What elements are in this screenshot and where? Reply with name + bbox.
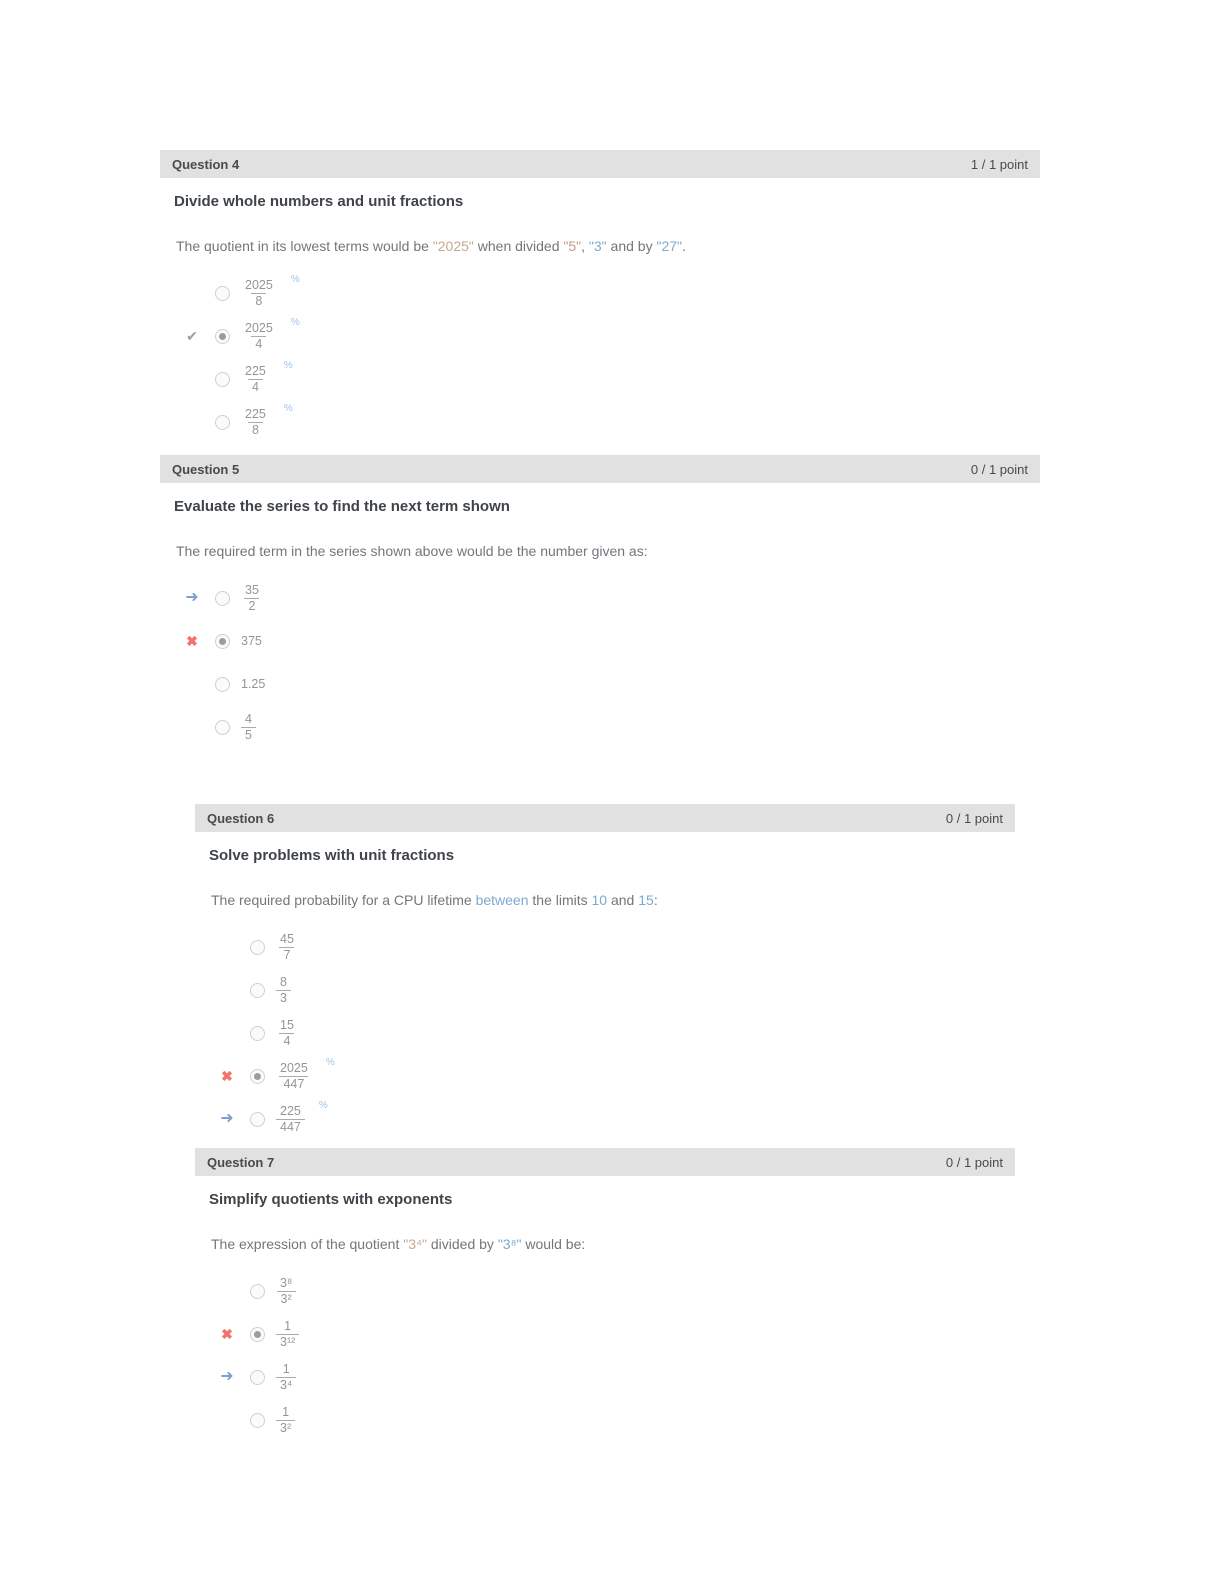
radio-button[interactable] [250,1069,265,1084]
fraction-numerator: 225 [245,363,266,378]
fraction-denominator: 5 [241,727,256,743]
fraction-numerator: 2025 [280,1060,308,1075]
prompt-segment: "2025" [432,238,474,254]
answer-option[interactable] [215,405,1040,439]
answer-option[interactable] [215,276,1040,310]
fraction-denominator: 8 [248,422,263,438]
fraction-denominator: 8 [251,293,266,309]
prompt-segment: "3⁴" [403,1236,427,1252]
question-title: Evaluate the series to find the next term shown [174,498,510,515]
answer-option[interactable] [185,581,1040,615]
prompt-segment: and by [606,238,657,254]
prompt-segment: "3" [588,238,607,254]
answer-unit-label: % [290,317,300,328]
fraction-numerator: 2025 [245,320,273,335]
prompt-segment: The required term in the series shown above would be the number given as: [176,543,648,559]
fraction-denominator: 3² [276,1420,295,1436]
answer-unit-label: % [283,403,293,414]
question-header [195,1148,1015,1176]
prompt-segment: The expression of the quotient [211,1236,404,1252]
answer-option[interactable] [250,973,1015,1007]
answer-option[interactable] [220,1360,1015,1394]
fraction-numerator: 1 [282,1404,290,1419]
fraction-numerator: 225 [280,1103,301,1118]
question-prompt [211,890,1015,910]
prompt-segment: between [475,892,529,908]
radio-button[interactable] [250,1413,265,1428]
fraction-answer [241,407,270,438]
correct-answer-arrow-icon: ➜ [185,589,199,606]
fraction-answer [241,712,256,743]
fraction-answer [276,1061,312,1092]
prompt-segment: when divided [473,238,564,254]
fraction-denominator: 3⁴ [276,1377,296,1393]
radio-button[interactable] [215,634,230,649]
answer-option[interactable] [250,930,1015,964]
question-number: Question 7 [207,1154,275,1170]
radio-button[interactable] [250,1112,265,1127]
fraction-denominator: 447 [279,1076,308,1092]
question-points: 0 / 1 point [970,461,1028,477]
fraction-answer [241,364,270,395]
options-list [220,1274,1015,1437]
fraction-denominator: 3¹² [276,1334,299,1350]
fraction-answer [241,278,277,309]
answer-option[interactable] [250,1403,1015,1437]
fraction-answer [241,583,263,614]
fraction-answer [276,1018,298,1049]
question-card [195,1148,1015,1437]
answer-option[interactable] [215,710,1040,744]
fraction-answer [276,1104,305,1135]
correct-answer-arrow-icon: ➜ [220,1368,234,1385]
radio-button[interactable] [250,1327,265,1342]
radio-button[interactable] [215,591,230,606]
options-list [185,581,1040,744]
question-number: Question 4 [172,156,240,172]
incorrect-answer-x-icon: ✖ [221,1326,233,1342]
prompt-segment: and [607,892,639,908]
fraction-denominator: 447 [276,1119,305,1135]
question-card [160,150,1040,439]
prompt-segment: "3⁸" [497,1236,522,1252]
fraction-denominator: 7 [279,947,294,963]
answer-option[interactable] [215,667,1040,701]
prompt-segment: the limits [528,892,592,908]
radio-button[interactable] [250,940,265,955]
fraction-denominator: 3² [277,1291,296,1307]
text-answer: 1.25 [241,677,266,691]
prompt-segment: : [653,892,658,908]
prompt-segment: , [581,238,589,254]
fraction-denominator: 4 [251,336,266,352]
answer-option[interactable] [186,317,1040,353]
question-card [160,455,1040,744]
options-list [186,274,1040,439]
answer-option[interactable] [215,362,1040,396]
fraction-answer [276,1362,296,1393]
radio-button[interactable] [215,415,230,430]
question-title: Simplify quotients with exponents [209,1191,453,1208]
question-card [195,804,1015,1136]
question-card-list [0,150,1224,1437]
fraction-numerator: 1 [282,1361,290,1376]
fraction-numerator: 2025 [245,277,273,292]
answer-option[interactable] [186,624,1040,658]
prompt-segment: divided by [426,1236,498,1252]
fraction-numerator: 1 [284,1318,292,1333]
fraction-numerator: 35 [245,582,259,597]
fraction-denominator: 4 [279,1033,294,1049]
fraction-denominator: 4 [248,379,263,395]
radio-button[interactable] [215,286,230,301]
fraction-answer [241,321,277,352]
answer-option[interactable] [250,1274,1015,1308]
prompt-segment: "27" [656,238,682,254]
fraction-numerator: 3⁸ [280,1275,293,1290]
fraction-numerator: 4 [245,711,252,726]
answer-option[interactable] [220,1100,1015,1136]
fraction-answer [276,1319,299,1350]
radio-button[interactable] [250,1284,265,1299]
answer-unit-label: % [290,274,300,285]
answer-unit-label: % [318,1100,328,1111]
question-header [195,804,1015,832]
fraction-numerator: 225 [245,406,266,421]
prompt-segment: . [682,238,686,254]
question-points: 0 / 1 point [945,810,1003,826]
question-title: Divide whole numbers and unit fractions [174,193,464,210]
question-prompt [211,1234,1015,1254]
question-header [160,150,1040,178]
prompt-segment: would be: [521,1236,586,1252]
radio-button[interactable] [215,677,230,692]
prompt-segment: "5" [563,238,582,254]
question-points: 1 / 1 point [970,156,1028,172]
prompt-segment: 15 [638,892,654,908]
fraction-denominator: 2 [244,598,259,614]
radio-button[interactable] [250,983,265,998]
selected-answer-check-icon: ✔ [186,328,198,344]
answer-option[interactable] [250,1016,1015,1050]
fraction-numerator: 45 [280,931,294,946]
fraction-numerator: 8 [280,974,287,989]
prompt-segment: 10 [591,892,608,908]
answer-option[interactable] [221,1057,1015,1093]
options-list [220,930,1015,1136]
question-title: Solve problems with unit fractions [209,847,455,864]
question-prompt [176,236,1040,256]
radio-button[interactable] [250,1370,265,1385]
text-answer: 375 [241,634,262,648]
fraction-denominator: 3 [276,990,291,1006]
incorrect-answer-x-icon: ✖ [221,1068,233,1084]
prompt-segment: The required probability for a CPU lifetime [211,892,476,908]
fraction-answer [276,932,298,963]
fraction-numerator: 15 [280,1017,294,1032]
radio-button[interactable] [215,720,230,735]
prompt-segment: The quotient in its lowest terms would be [176,238,433,254]
radio-button[interactable] [215,372,230,387]
question-points: 0 / 1 point [945,1154,1003,1170]
incorrect-answer-x-icon: ✖ [186,633,198,649]
correct-answer-arrow-icon: ➜ [220,1110,234,1127]
answer-unit-label: % [283,360,293,371]
answer-unit-label: % [325,1057,335,1068]
fraction-answer [276,975,291,1006]
radio-button[interactable] [250,1026,265,1041]
question-number: Question 5 [172,461,240,477]
fraction-answer [276,1276,296,1307]
question-number: Question 6 [207,810,275,826]
question-prompt [176,541,1040,561]
fraction-answer [276,1405,295,1436]
answer-option[interactable] [221,1317,1015,1351]
question-header [160,455,1040,483]
radio-button[interactable] [215,329,230,344]
